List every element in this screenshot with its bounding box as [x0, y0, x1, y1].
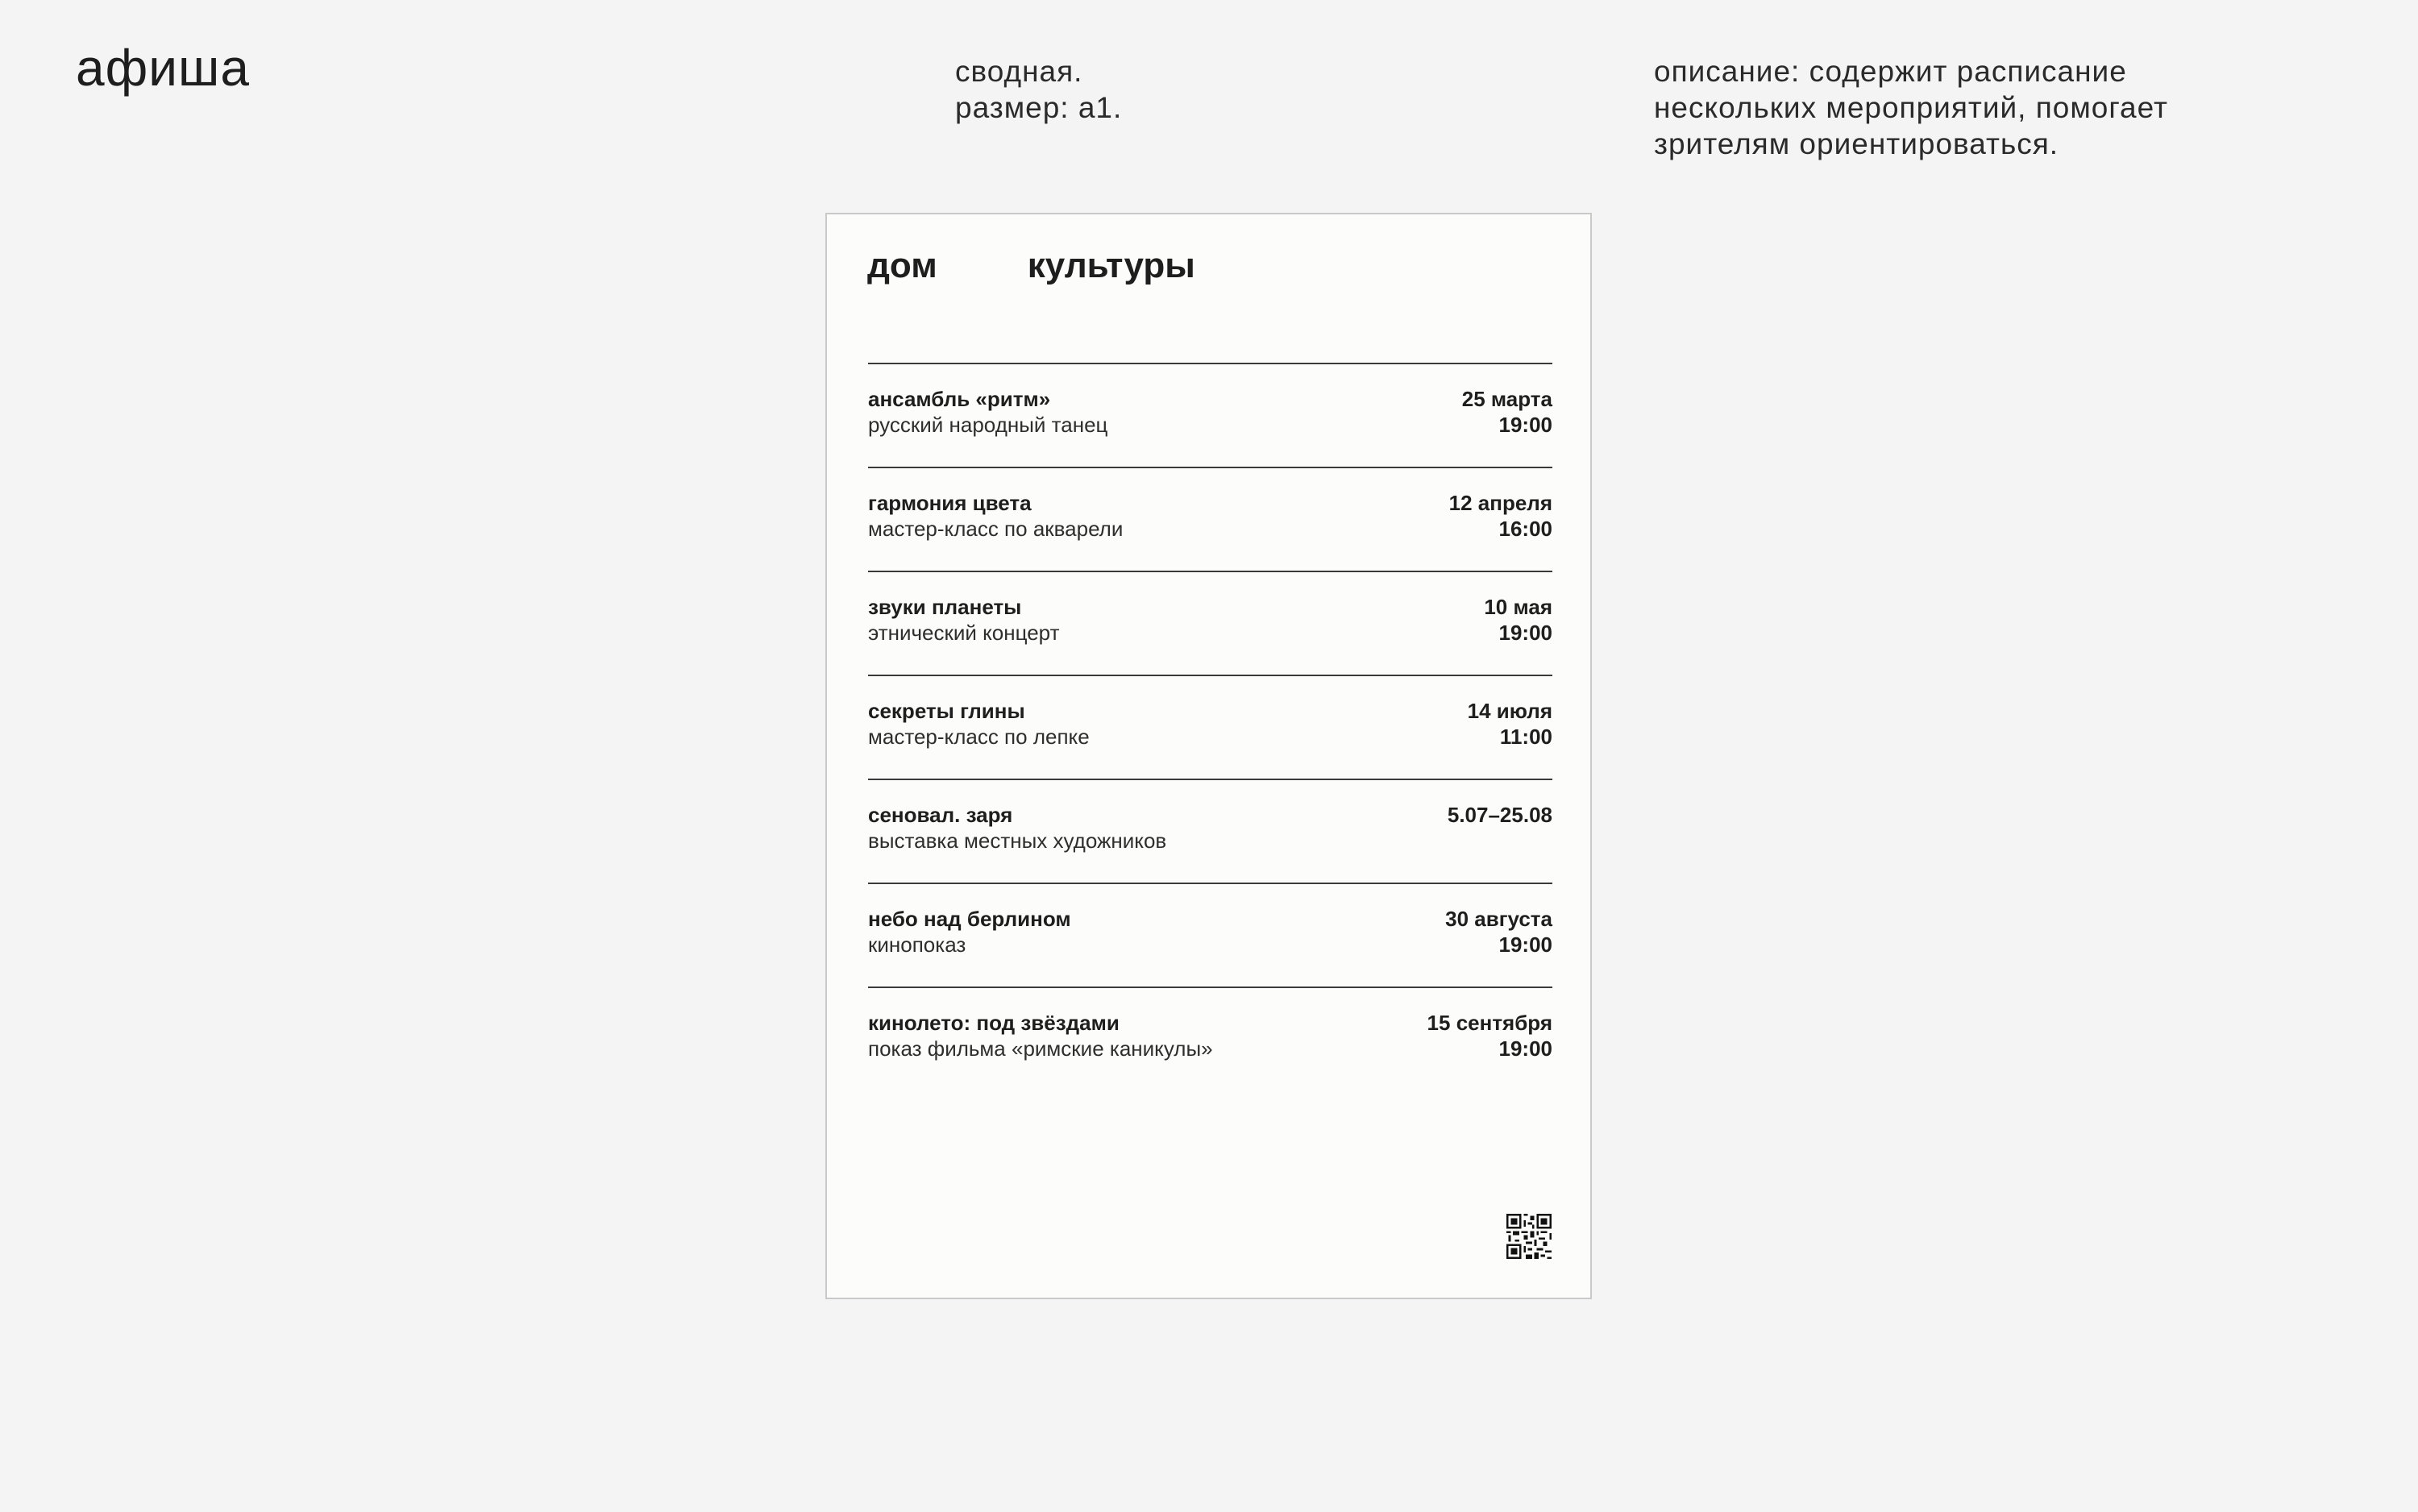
poster-title-word: дом — [867, 246, 937, 285]
event-time: 19:00 — [1498, 933, 1552, 957]
event-description: русский народный танец — [868, 413, 1108, 437]
event-time: 11:00 — [1499, 725, 1552, 749]
event-description: мастер-класс по лепке — [868, 725, 1090, 749]
event-name: секреты глины — [868, 699, 1025, 723]
event-name: звуки планеты — [868, 595, 1022, 619]
event-description: показ фильма «римские каникулы» — [868, 1036, 1213, 1061]
event-date: 5.07–25.08 — [1447, 803, 1552, 827]
event-time: 19:00 — [1498, 621, 1552, 645]
event-description: мастер-класс по акварели — [868, 517, 1124, 541]
description — [1654, 53, 2168, 162]
poster-title — [867, 245, 1195, 288]
event-date: 25 марта — [1461, 387, 1552, 411]
format-info — [955, 53, 1122, 126]
event-row — [868, 363, 1552, 467]
event-date: 10 мая — [1484, 595, 1552, 619]
description-line: описание: содержит расписание — [1654, 55, 2127, 88]
event-list — [868, 363, 1552, 1090]
format-size: размер: а1. — [955, 91, 1123, 124]
event-date: 14 июля — [1467, 699, 1552, 723]
event-name: кинолето: под звёздами — [868, 1011, 1120, 1035]
event-name: сеновал. заря — [868, 803, 1013, 827]
event-description: кинопоказ — [868, 933, 966, 957]
event-row — [868, 571, 1552, 675]
event-description: этнический концерт — [868, 621, 1060, 645]
event-row — [868, 779, 1552, 883]
description-line: зрителям ориентироваться. — [1654, 127, 2059, 160]
qr-code-icon — [1506, 1214, 1552, 1259]
event-row — [868, 467, 1552, 571]
event-date: 30 августа — [1445, 907, 1552, 931]
event-row — [868, 675, 1552, 779]
description-line: нескольких мероприятий, помогает — [1654, 91, 2168, 124]
event-description: выставка местных художников — [868, 829, 1167, 853]
poster-title-word: культуры — [1027, 246, 1195, 285]
event-name: небо над берлином — [868, 907, 1071, 931]
page-title: афиша — [76, 39, 250, 97]
format-type: сводная. — [955, 55, 1083, 88]
event-name: ансамбль «ритм» — [868, 387, 1051, 411]
event-date: 15 сентября — [1427, 1011, 1552, 1035]
event-row — [868, 987, 1552, 1090]
event-name: гармония цвета — [868, 491, 1032, 515]
event-row — [868, 883, 1552, 987]
event-time: 19:00 — [1498, 1036, 1552, 1061]
event-date: 12 апреля — [1448, 491, 1552, 515]
event-time: 19:00 — [1498, 413, 1552, 437]
event-time: 16:00 — [1498, 517, 1552, 541]
poster — [825, 213, 1592, 1299]
